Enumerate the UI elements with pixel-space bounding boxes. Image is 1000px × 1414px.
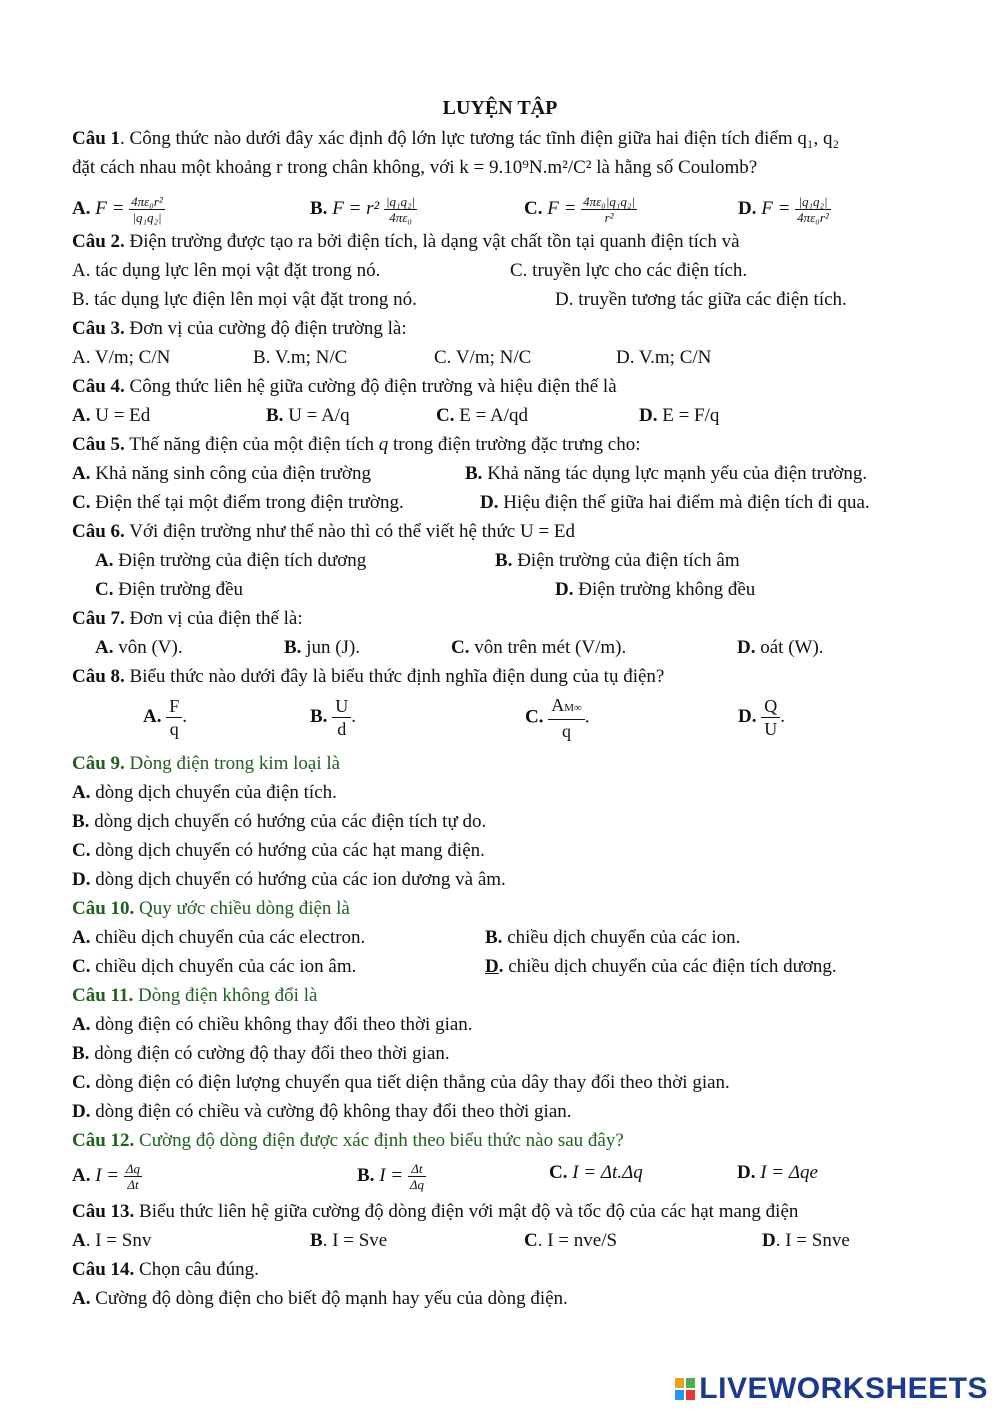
- question-3-stem: Câu 3. Đơn vị của cường độ điện trường là:: [72, 318, 407, 339]
- page-title: LUYỆN TẬP: [442, 97, 558, 119]
- question-3-option-c[interactable]: C. V/m; N/C: [434, 347, 532, 368]
- question-5-option-d[interactable]: D. Hiệu điện thế giữa hai điểm mà điện tích đi qua.: [480, 492, 870, 513]
- question-12-stem: Câu 12. Cường độ dòng điện được xác định theo biểu thức nào sau đây?: [72, 1130, 624, 1151]
- question-1-stem: Câu 1. Công thức nào dưới đây xác định độ lớn lực tương tác tĩnh điện giữa hai điện tích điểm q₁, q₂: [72, 128, 840, 149]
- question-8-option-c[interactable]: C. $\frac{AM\infty}{q}$ .: [525, 695, 590, 741]
- question-5-option-a[interactable]: A. Khả năng sinh công của điện trường: [72, 463, 371, 484]
- question-13-stem: Câu 13. Biểu thức liên hệ giữa cường độ dòng điện với mật độ và tốc độ của các hạt mang điện: [72, 1201, 799, 1222]
- question-10-option-d[interactable]: D. chiều dịch chuyển của các điện tích dương.: [485, 956, 837, 977]
- question-5-option-b[interactable]: B. Khả năng tác dụng lực mạnh yếu của điện trường.: [465, 463, 868, 484]
- question-13-option-d[interactable]: D. I = Snve: [762, 1230, 850, 1251]
- question-10-option-c[interactable]: C. chiều dịch chuyển của các ion âm.: [72, 956, 357, 977]
- question-1-stem-line2: đặt cách nhau một khoảng r trong chân không, với k = 9.10⁹N.m²/C² là hằng số Coulomb?: [72, 157, 758, 178]
- question-2-option-d[interactable]: D. truyền tương tác giữa các điện tích.: [555, 289, 847, 310]
- question-6-option-c[interactable]: C. Điện trường đều: [95, 579, 244, 600]
- question-14-stem: Câu 14. Chọn câu đúng.: [72, 1259, 259, 1280]
- question-11-option-b[interactable]: B. dòng điện có cường độ thay đổi theo thời gian.: [72, 1043, 450, 1064]
- question-6-option-b[interactable]: B. Điện trường của điện tích âm: [495, 550, 740, 571]
- question-2-stem: Câu 2. Điện trường được tạo ra bởi điện tích, là dạng vật chất tồn tại quanh điện tích và: [72, 231, 740, 252]
- question-4-option-c[interactable]: C. E = A/qd: [436, 405, 529, 426]
- question-12-option-c[interactable]: C. I = Δt.Δq: [549, 1162, 643, 1183]
- question-7-stem: Câu 7. Đơn vị của điện thế là:: [72, 608, 303, 629]
- question-7-option-c[interactable]: C. vôn trên mét (V/m).: [451, 637, 627, 658]
- question-9-option-b[interactable]: B. dòng dịch chuyển có hướng của các điện tích tự do.: [72, 811, 487, 832]
- question-12-option-b[interactable]: B. I = $\frac{\Delta t}{\Delta q}$: [357, 1161, 424, 1192]
- question-8-stem: Câu 8. Biểu thức nào dưới đây là biểu thức định nghĩa điện dung của tụ điện?: [72, 666, 665, 687]
- question-13-option-b[interactable]: B. I = Sve: [310, 1230, 388, 1251]
- question-8-option-a[interactable]: A. $\frac{F}{q}$ .: [143, 696, 187, 740]
- question-9-option-c[interactable]: C. dòng dịch chuyển có hướng của các hạt mang điện.: [72, 840, 485, 861]
- question-10-option-b[interactable]: B. chiều dịch chuyển của các ion.: [485, 927, 741, 948]
- question-5-stem: Câu 5. Thế năng điện của một điện tích q trong điện trường đặc trưng cho:: [72, 434, 641, 455]
- question-9-stem: Câu 9. Dòng điện trong kim loại là: [72, 753, 341, 774]
- liveworksheets-logo[interactable]: [675, 1372, 988, 1406]
- question-2-option-b[interactable]: B. tác dụng lực điện lên mọi vật đặt trong nó.: [72, 289, 417, 310]
- liveworksheets-logo-text: LIVEWORKSHEETS: [699, 1372, 988, 1405]
- question-2-option-a[interactable]: A. tác dụng lực lên mọi vật đặt trong nó.: [72, 260, 381, 281]
- question-12-option-a[interactable]: A. I = $\frac{\Delta q}{\Delta t}$: [72, 1161, 141, 1192]
- liveworksheets-logo-icon: [675, 1378, 695, 1400]
- question-4-option-d[interactable]: D. E = F/q: [639, 405, 720, 426]
- question-3-option-b[interactable]: B. V.m; N/C: [253, 347, 348, 368]
- question-4-option-a[interactable]: A. U = Ed: [72, 405, 151, 426]
- question-7-option-a[interactable]: A. vôn (V).: [95, 637, 183, 658]
- question-14-option-a[interactable]: A. Cường độ dòng điện cho biết độ mạnh hay yếu của dòng điện.: [72, 1288, 568, 1309]
- question-8-option-b[interactable]: B. $\frac{U}{d}$ .: [310, 696, 356, 740]
- question-5-option-c[interactable]: C. Điện thế tại một điểm trong điện trường.: [72, 492, 404, 513]
- question-6-option-d[interactable]: D. Điện trường không đều: [555, 579, 756, 600]
- question-11-option-c[interactable]: C. dòng điện có điện lượng chuyển qua tiết diện thẳng của dây thay đổi theo thời gian.: [72, 1072, 730, 1093]
- question-1-option-d[interactable]: D. F = $\frac{\text{|q₁q₂|}}{\text{4πε₀r²}}$: [738, 194, 829, 225]
- question-9-option-a[interactable]: A. dòng dịch chuyển của điện tích.: [72, 782, 337, 803]
- question-11-option-d[interactable]: D. dòng điện có chiều và cường độ không thay đổi theo thời gian.: [72, 1101, 572, 1122]
- question-12-option-d[interactable]: D. I = Δqe: [737, 1162, 818, 1183]
- question-6-option-a[interactable]: A. Điện trường của điện tích dương: [95, 550, 367, 571]
- question-13-option-a[interactable]: A. I = Snv: [72, 1230, 152, 1251]
- question-7-option-b[interactable]: B. jun (J).: [284, 637, 361, 658]
- question-7-option-d[interactable]: D. oát (W).: [737, 637, 824, 658]
- question-6-stem: Câu 6. Với điện trường như thế nào thì có thể viết hệ thức U = Ed: [72, 521, 576, 542]
- question-11-stem: Câu 11. Dòng điện không đổi là: [72, 985, 318, 1006]
- question-10-stem: Câu 10. Quy ước chiều dòng điện là: [72, 898, 350, 919]
- question-2-option-c[interactable]: C. truyền lực cho các điện tích.: [510, 260, 748, 281]
- question-9-option-d[interactable]: D. dòng dịch chuyển có hướng của các ion dương và âm.: [72, 869, 506, 890]
- question-13-option-c[interactable]: C. I = nve/S: [524, 1230, 618, 1251]
- question-1-option-c[interactable]: C. F = $\frac{\text{4πε₀|q₁q₂|}}{\text{r²}}$: [524, 194, 636, 225]
- question-3-option-a[interactable]: A. V/m; C/N: [72, 347, 171, 368]
- question-1-option-a[interactable]: A. F = $\frac{\text{4πε₀r²}}{\text{|q₁q₂|}}$: [72, 194, 163, 225]
- question-4-option-b[interactable]: B. U = A/q: [266, 405, 350, 426]
- question-1-option-b[interactable]: B. F = r² $\frac{\text{|q₁q₂|}}{\text{4πε₀}}$: [310, 194, 416, 225]
- question-11-option-a[interactable]: A. dòng điện có chiều không thay đổi theo thời gian.: [72, 1014, 473, 1035]
- question-3-option-d[interactable]: D. V.m; C/N: [616, 347, 712, 368]
- question-10-option-a[interactable]: A. chiều dịch chuyển của các electron.: [72, 927, 366, 948]
- question-8-option-d[interactable]: D. $\frac{Q}{U}$ .: [738, 696, 785, 740]
- question-4-stem: Câu 4. Công thức liên hệ giữa cường độ điện trường và hiệu điện thế là: [72, 376, 617, 397]
